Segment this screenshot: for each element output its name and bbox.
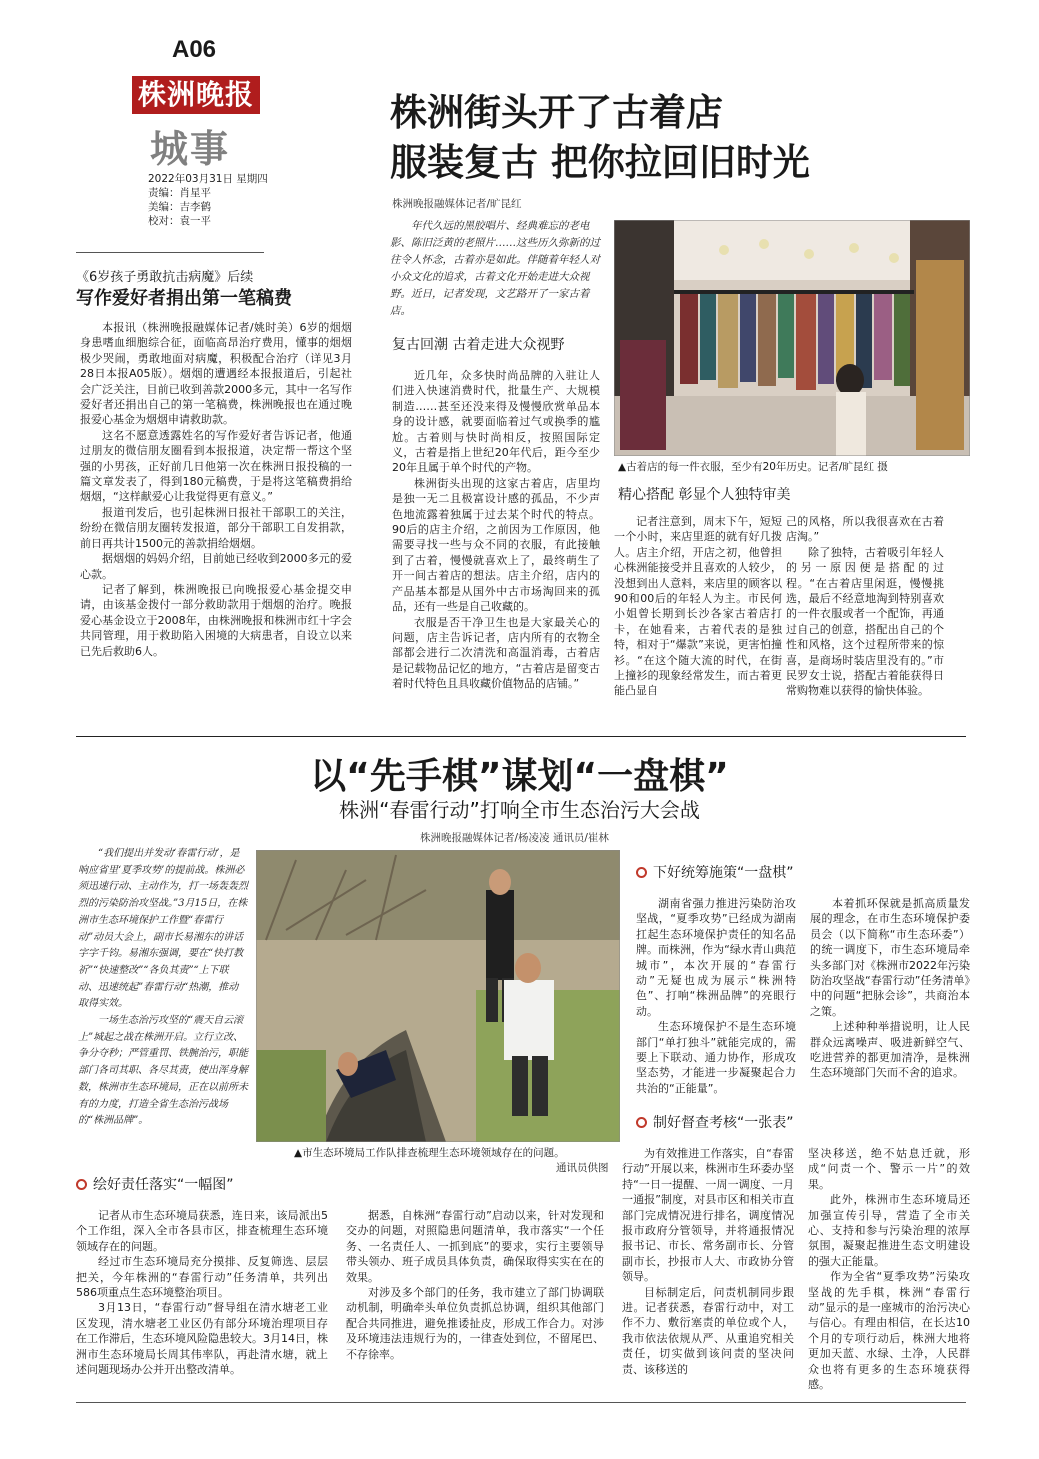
paragraph: 3月13日，“春雷行动”督导组在清水塘老工业区发现，清水塘老工业区仍有部分环境治理项目存在工作滞后，生态环境风险隐患较大。3月14日，株洲市生态环境局长周其伟率队，再赴清水塘，就上述问题现场办公并开出整改清单。 — [76, 1301, 328, 1377]
bullet-circle-icon — [636, 1117, 647, 1128]
story2-mid-column — [392, 368, 600, 692]
masthead-logo: 株洲晚报 — [132, 76, 260, 114]
footer-rule — [76, 1402, 966, 1403]
paragraph: 记者注意到，周末下午，短短一个小时，来店里逛的就有好几拨人。店主介绍，开店之初，他曾担心株洲能接受并且喜欢的人较少，没想到出人意料，来店里的顾客以90和00后的年轻人为主。市民何小姐曾长期到长沙各家古着店打卡，在她看来，古着代表的是独特，相对于“爆款”来说，更害怕撞衫。“在这个随大流的时代，在街上撞衫的现象经常发生，而古着更能凸显自 — [614, 515, 782, 698]
paragraph: 经过市生态环境局充分摸排、反复筛选、层层把关，今年株洲的“春雷行动”任务清单，共列出586项重点生态环境整治项目。 — [76, 1255, 328, 1300]
paragraph: 衣服是否干净卫生也是大家最关心的问题，店主告诉记者，店内所有的衣物全部都会进行二次清洗和高温消毒，古着店是记载物品记忆的地方，“古着店是留变古着时代特色且具收藏价值物品的店铺。” — [392, 615, 600, 691]
paragraph: 己的风格，所以我很喜欢在古着店淘。” — [786, 515, 944, 544]
story2-headline-line1: 株洲街头开了古着店 — [390, 91, 723, 134]
section-title: 城事 — [150, 126, 231, 171]
sec2-title: 下好统筹施策“一盘棋” — [653, 865, 794, 881]
inspection-caption-line1: ▲市生态环境局工作队排查梳理生态环境领域存在的问题。 — [294, 1147, 565, 1159]
story3-subheadline: 株洲“春雷行动”打响全市生态治污大会战 — [339, 798, 700, 822]
inspection-illustration — [256, 850, 620, 1142]
editor-line: 责编：肖星平 — [148, 187, 211, 199]
paragraph: 除了独特，古着吸引年轻人的另一原因便是搭配的过程。“在古着店里闲逛，慢慢挑选，最后不经意地淘到特别喜欢的一件衣服或者一个配饰，再通过自己的创意，搭配出自己的个性和风格，这个过程所带来的惊喜，是商场时装店里没有的。”市民罗女士说，搭配古着能获得日常购物难以获得的愉快体验。 — [786, 545, 944, 698]
story2-right-column-1 — [614, 514, 782, 699]
paragraph: 作为全省“夏季攻势”污染攻坚战的先手棋，株洲“春雷行动”显示的是一座城市的治污决心与信心。有理由相信，在长达10个月的专项行动后，株洲大地将更加天蓝、水绿、土净，人民群众也将有更多的生态环境获得感。 — [808, 1270, 970, 1392]
story1-kicker: 《6岁孩子勇敢抗击病魔》后续 — [76, 270, 254, 285]
sec1-left-column — [76, 1208, 328, 1377]
paragraph: 株洲街头出现的这家古着店，店里均是独一无二且极富设计感的孤品，不少声色地流露着独属于过去某个时代的特点。90后的店主介绍，之前因为工作原因，他需要寻找一些与众不同的衣服，有此接触到了古着，慢慢就喜欢上了，最终萌生了开一间古着店的想法。店主介绍，店内的产品基本都是从国外中古市场淘回来的孤品，还有一些是自己收藏的。 — [392, 476, 600, 614]
paragraph: 为有效推进工作落实，自“春雷行动”开展以来，株洲市生环委办坚持“一日一提醒、一周一调度、一月一通报”制度，对县市区和相关市直部门完成情况进行排名，调度情况报市政府分管领导，并将通报情况报书记、市长、常务副市长、分管副市长，抄报市人大、市政协分管领导。 — [622, 1147, 794, 1284]
paragraph: “我们提出并发动‘春雷行动’，是响应省里‘夏季攻势’的提前战。株洲必须迅速行动、主动作为，打一场轰轰烈烈的污染防治攻坚战。”3月15日，在株洲市生态环境保护工作暨“春雷行动”动员大会上，副市长易湘东的讲话字字千钧。易湘东强调，要在“快打教祈”“快速整改”“各负其责”“上下联动、迅速统起”春雷行动“热潮，推动取得实效。 — [78, 848, 248, 1010]
paragraph: 对涉及多个部门的任务，我市建立了部门协调联动机制，明确牵头单位负责抓总协调，组织其他部门配合共同推进，避免推诿扯皮，形成工作合力。对涉及环境违法违规行为的，一律查处到位，不留尾巴、不存徐率。 — [346, 1286, 604, 1361]
vintage-shop-photo — [614, 220, 970, 456]
sec1-right-column — [346, 1208, 604, 1362]
page-number: A06 — [172, 36, 217, 63]
sec2-heading — [636, 862, 794, 882]
vintage-photo-caption: ▲古着店的每一件衣服，至少有20年历史。记者/旷昆红 摄 — [618, 461, 888, 473]
paragraph: 本报讯（株洲晚报融媒体记者/姚时美）6岁的烟烟身患嗜血细胞综合征，面临高昂治疗费用，懂事的烟烟极少哭闹，勇敢地面对病魔，积极配合治疗（详见3月28日本报A05版）。烟烟的遭遇经本报报道后，引起社会广泛关注，目前已收到善款2000多元，其中一名写作爱好者还捐出自己的第一笔稿费，株洲晚报也在通过晚报爱心基金为烟烟申请救助款。 — [80, 321, 352, 427]
date-line: 2022年03月31日 星期四 — [148, 173, 268, 185]
paragraph: 这名不愿意透露姓名的写作爱好者告诉记者，他通过朋友的微信朋友圈看到本报报道，决定帮一帮这个坚强的小男孩，正好前几日他第一次在株洲日报投稿的一篇文章发表了，得到180元稿费，于是将这笔稿费捐给烟烟，“这样献爱心让我觉得更有意义。” — [80, 428, 352, 504]
sec2-right-column — [810, 896, 970, 1081]
sec1-title: 绘好责任落实“一幅图” — [93, 1177, 234, 1193]
paragraph: 目标制定后，问责机制同步跟进。记者获悉，春雷行动中，对工作不力、敷衍塞责的单位或个人，我市依法依规从严、从重追究相关责任，切实做到该问责的坚决问责、该移送的 — [622, 1285, 794, 1376]
designer-line: 美编：吉李鹤 — [148, 201, 211, 213]
paragraph: 生态环境保护不是生态环境部门“单打独斗”就能完成的，需要上下联动、通力协作，形成攻坚态势，才能进一步凝聚起合力共治的“正能量”。 — [636, 1020, 796, 1095]
story2-headline — [390, 88, 810, 188]
paragraph: 据悉，自株洲“春雷行动”启动以来，针对发现和交办的问题，对照隐患问题清单，我市落实“一个任务、一名责任人、一抓到底”的要求，实行主要领导带头领办、班子成员具体负责，确保取得实实在在的效果。 — [346, 1209, 604, 1284]
vintage-shop-illustration — [614, 220, 970, 456]
sec2-left-column — [636, 896, 796, 1096]
inspection-caption-line2: 通讯员供图 — [556, 1162, 609, 1174]
sec3-left-column — [622, 1146, 794, 1377]
section-divider — [76, 736, 966, 737]
paragraph: 上述种种举措说明，让人民群众远离噪声、吸进新鲜空气、吃进营养的都更加清净，是株洲生态环境部门矢而不舍的追求。 — [810, 1020, 970, 1080]
story3-byline: 株洲晚报融媒体记者/杨凌凌 通讯员/崔林 — [420, 832, 609, 844]
paragraph: 记者从市生态环境局获悉，连日来，该局派出5个工作组，深入全市各县市区，排查梳理生态环境领域存在的问题。 — [76, 1209, 328, 1253]
paragraph: 一场生态治污攻坚的“震天自云滚上”城起之战在株洲开启。立行立改、争分夺秒；严管重罚、铁腕治污，职能部门各司其职、各尽其责，使出浑身解数，株洲市生态环境局，正在以前所未有的力度，打造全省生态治污战场的“株洲品牌”。 — [78, 1015, 248, 1127]
story2-byline: 株洲晚报融媒体记者/旷昆红 — [392, 198, 522, 210]
story1-headline: 写作爱好者捐出第一笔稿费 — [76, 288, 292, 309]
proof-line: 校对：袁一平 — [148, 215, 211, 227]
paragraph: 近几年，众多快时尚品牌的入驻让人们进入快速消费时代，批量生产、大规模制造……甚至还没来得及慢慢欣赏单品本身的设计感，就要面临着过气或换季的尴尬。古着则与快时尚相反，按照国际定义，古着是指上世纪20年代后，距今至少20年且属于单个时代的产物。 — [392, 369, 600, 475]
sec3-right-column — [808, 1146, 970, 1393]
bullet-circle-icon — [636, 867, 647, 878]
inspection-photo — [256, 850, 620, 1142]
story3-intro — [78, 846, 248, 1130]
story2-intro — [390, 218, 602, 320]
story2-headline-line2: 服装复古 把你拉回旧时光 — [390, 141, 810, 184]
sec3-title: 制好督查考核“一张表” — [653, 1115, 794, 1131]
story2-subhead2: 精心搭配 彰显个人独特审美 — [618, 487, 791, 503]
intro-text: 年代久远的黑胶唱片、经典难忘的老电影、陈旧泛黄的老照片……这些历久弥新的过往令人怀念，古着亦是如此。伴随着年轻人对小众文化的追求，古着文化开始走进大众视野。近日，记者发现，文艺路开了一家古着店。 — [390, 220, 600, 317]
paragraph: 记者了解到，株洲晚报已向晚报爱心基金提交申请，由该基金拨付一部分救助款用于烟烟的治疗。晚报爱心基金设立于2008年，由株洲晚报和株洲市红十字会共同管理，用于救助陷入困境的大病患者，自设立以来已先后救助6人。 — [80, 582, 352, 658]
paragraph: 据烟烟的妈妈介绍，目前她已经收到2000多元的爱心款。 — [80, 552, 352, 581]
paragraph: 本着抓环保就是抓高质量发展的理念，在市生态环境保护委员会（以下简称“市生态环委”）的统一调度下，市生态环境局牵头多部门对《株洲市2022年污染防治攻坚战“春雷行动”任务清单》中的问题“把脉会诊”，共商治本之策。 — [810, 897, 970, 1018]
paragraph: 湖南省强力推进污染防治攻坚战，“夏季攻势”已经成为湖南扛起生态环境保护责任的知名品牌。而株洲，作为“绿水青山典范城市”，本次开展的“春雷行动”无疑也成为展示“株洲特色”、打响“株洲品牌”的亮眼行动。 — [636, 897, 796, 1018]
paragraph: 报道刊发后，也引起株洲日报社干部职工的关注，纷纷在微信朋友圈转发报道，部分干部职工自发捐款，前日再共计1500元的善款捐给烟烟。 — [80, 505, 352, 550]
story3-headline: 以“先手棋”谋划“一盘棋” — [310, 756, 729, 797]
paragraph: 坚决移送，绝不姑息迁就，形成“问责一个、警示一片”的效果。 — [808, 1147, 970, 1191]
divider — [76, 252, 264, 253]
sec1-heading — [76, 1174, 234, 1194]
bullet-circle-icon — [76, 1179, 87, 1190]
sec3-heading — [636, 1112, 794, 1132]
story2-subhead1: 复古回潮 古着走进大众视野 — [392, 337, 565, 353]
story2-right-column-2 — [786, 514, 944, 699]
paragraph: 此外，株洲市生态环境局还加强宣传引导，营造了全市关心、支持和参与污染治理的浓厚氛围，凝聚起推进生态文明建设的强大正能量。 — [808, 1193, 970, 1268]
page-meta — [148, 172, 268, 228]
story1-body — [80, 320, 352, 659]
